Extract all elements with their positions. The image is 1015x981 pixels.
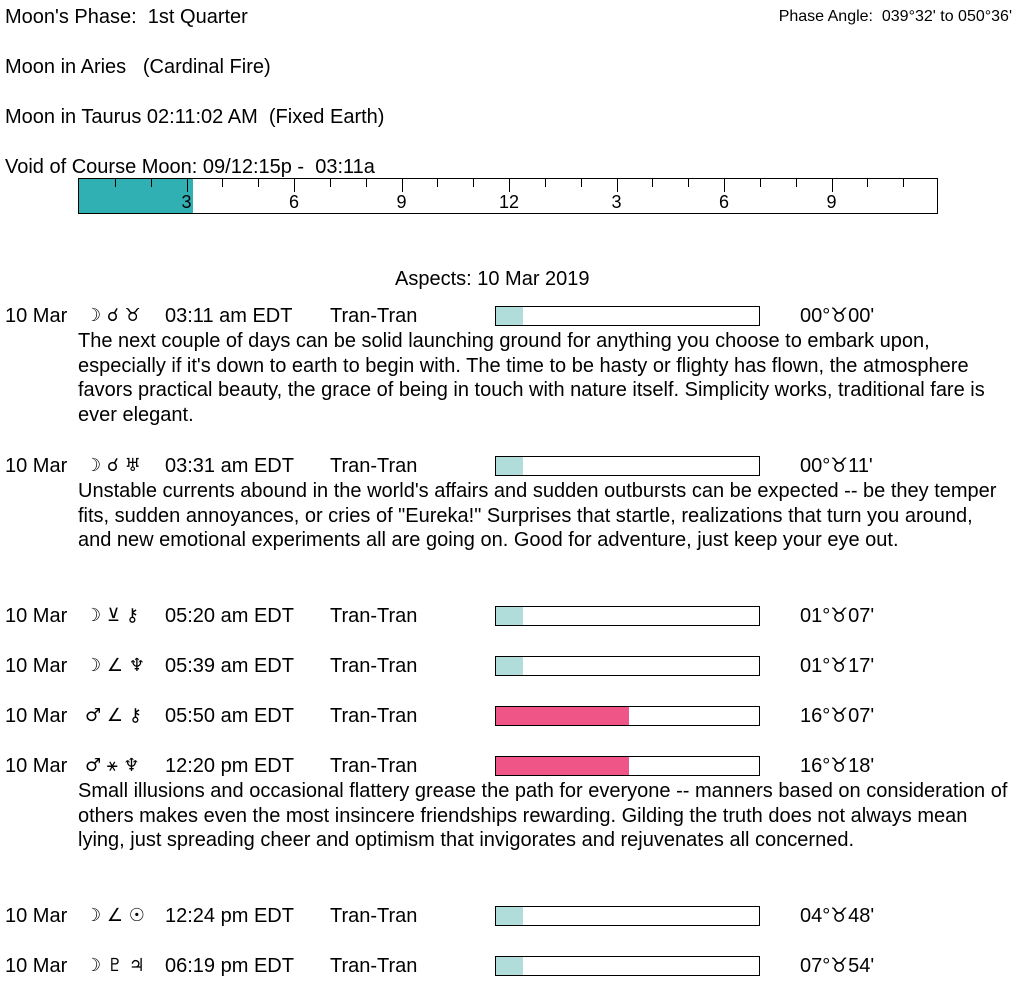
timeline-hour-label: 9 bbox=[396, 192, 407, 212]
aspect-type: Tran-Tran bbox=[330, 955, 418, 977]
aspect-time: 03:31 am EDT bbox=[165, 455, 294, 477]
aspect-time: 03:11 am EDT bbox=[165, 305, 293, 327]
aspect-type: Tran-Tran bbox=[330, 705, 418, 727]
aspect-glyphs: ☽ ∠ ♆ bbox=[85, 655, 145, 676]
void-of-course: Void of Course Moon: 09/12:15p - 03:11a bbox=[5, 156, 375, 178]
phase-angle: Phase Angle: 039°32' to 050°36' bbox=[778, 8, 1012, 25]
moon-sign-taurus: Moon in Taurus 02:11:02 AM (Fixed Earth) bbox=[5, 106, 385, 128]
void-fill bbox=[79, 179, 193, 213]
timeline-tick bbox=[688, 179, 689, 187]
aspect-type: Tran-Tran bbox=[330, 655, 418, 677]
aspect-strength-fill bbox=[496, 607, 523, 625]
aspect-time: 05:20 am EDT bbox=[165, 605, 294, 627]
aspect-description: Unstable currents abound in the world's affairs and sudden outbursts can be expected -- be they temper fits, sudden annoyances, or cries of "Eureka!" Surprises that startle, realizations that turn you around, and new emotional experiments all are going on. Good for adventure, just keep your eye out. bbox=[78, 480, 997, 551]
timeline-tick bbox=[437, 179, 438, 187]
aspect-time: 12:24 pm EDT bbox=[165, 905, 294, 927]
aspect-time: 05:50 am EDT bbox=[165, 705, 294, 727]
aspect-type: Tran-Tran bbox=[330, 755, 418, 777]
aspect-strength-bar bbox=[495, 956, 760, 976]
aspect-position: 04°♉48' bbox=[800, 905, 875, 927]
aspect-position: 16°♉07' bbox=[800, 705, 875, 727]
aspect-glyphs: ☽ ⊻ ⚷ bbox=[85, 605, 139, 626]
timeline-tick bbox=[294, 179, 295, 192]
aspect-glyphs: ☽ ☌ ♉ bbox=[85, 305, 141, 326]
moon-phase: Moon's Phase: 1st Quarter bbox=[5, 6, 248, 28]
timeline-tick bbox=[258, 179, 259, 187]
aspect-time: 12:20 pm EDT bbox=[165, 755, 294, 777]
aspects-title: Aspects: 10 Mar 2019 bbox=[395, 268, 590, 290]
aspect-date: 10 Mar bbox=[5, 955, 68, 977]
aspect-position: 07°♉54' bbox=[800, 955, 875, 977]
aspect-strength-bar bbox=[495, 606, 760, 626]
timeline-hour-label: 9 bbox=[826, 192, 837, 212]
aspect-type: Tran-Tran bbox=[330, 905, 418, 927]
timeline-tick bbox=[187, 179, 188, 192]
aspect-glyphs: ☽ ∠ ☉ bbox=[85, 905, 145, 926]
aspect-position: 01°♉07' bbox=[800, 605, 875, 627]
aspect-strength-bar bbox=[495, 656, 760, 676]
aspect-strength-bar bbox=[495, 906, 760, 926]
aspect-glyphs: ☽ ♇ ♃ bbox=[85, 955, 145, 976]
timeline-tick bbox=[867, 179, 868, 187]
aspect-strength-fill bbox=[496, 957, 523, 975]
timeline-tick bbox=[115, 179, 116, 187]
aspect-strength-bar bbox=[495, 306, 760, 326]
aspect-type: Tran-Tran bbox=[330, 305, 418, 327]
aspect-strength-fill bbox=[496, 707, 629, 725]
timeline-hour-label: 12 bbox=[498, 192, 520, 212]
aspect-date: 10 Mar bbox=[5, 905, 68, 927]
aspect-type: Tran-Tran bbox=[330, 455, 418, 477]
aspect-glyphs: ♂ ∠ ⚷ bbox=[85, 705, 142, 726]
aspect-description: The next couple of days can be solid launching ground for anything you choose to embark upon, especially if it's down to earth to begin with. The time to be hasty or flighty has flown, the atmosphere favors practical beauty, the grace of being in touch with nature itself. Simplicity works, traditional fare is ever elegant. bbox=[78, 330, 985, 426]
aspect-date: 10 Mar bbox=[5, 455, 68, 477]
aspect-date: 10 Mar bbox=[5, 755, 68, 777]
timeline-hour-label: 6 bbox=[288, 192, 300, 212]
aspect-date: 10 Mar bbox=[5, 705, 68, 727]
aspect-time: 05:39 am EDT bbox=[165, 655, 294, 677]
timeline-tick bbox=[581, 179, 582, 187]
timeline-hour-label: 3 bbox=[611, 192, 622, 212]
timeline-tick bbox=[402, 179, 403, 192]
timeline-tick bbox=[509, 179, 510, 192]
moon-sign-aries: Moon in Aries (Cardinal Fire) bbox=[5, 56, 271, 78]
timeline-hour-label: 6 bbox=[718, 192, 730, 212]
aspect-date: 10 Mar bbox=[5, 655, 68, 677]
timeline-tick bbox=[832, 179, 833, 192]
aspect-strength-fill bbox=[496, 907, 523, 925]
aspect-description: Small illusions and occasional flattery grease the path for everyone -- manners based on consideration of others makes even the most insincere friendships rewarding. Gilding the truth does not always mean lying, just spreading cheer and optimism that invigorates and rejuvenates all concerned. bbox=[78, 780, 1008, 851]
aspect-strength-bar bbox=[495, 456, 760, 476]
aspect-strength-fill bbox=[496, 457, 523, 475]
timeline-tick bbox=[617, 179, 618, 192]
void-timeline bbox=[78, 178, 938, 214]
aspect-strength-fill bbox=[496, 307, 523, 325]
timeline-tick bbox=[796, 179, 797, 187]
timeline-tick bbox=[330, 179, 331, 187]
aspect-position: 00°♉00' bbox=[800, 305, 875, 327]
aspect-strength-bar bbox=[495, 706, 760, 726]
aspect-strength-fill bbox=[496, 657, 523, 675]
aspect-glyphs: ☽ ☌ ♅ bbox=[85, 455, 141, 476]
timeline-tick bbox=[903, 179, 904, 187]
timeline-tick bbox=[724, 179, 725, 192]
aspect-glyphs: ♂ ⚹ ♆ bbox=[85, 755, 140, 776]
timeline-tick bbox=[151, 179, 152, 187]
aspect-date: 10 Mar bbox=[5, 605, 68, 627]
aspect-position: 16°♉18' bbox=[800, 755, 875, 777]
aspect-type: Tran-Tran bbox=[330, 605, 418, 627]
timeline-tick bbox=[366, 179, 367, 187]
aspect-date: 10 Mar bbox=[5, 305, 68, 327]
aspect-strength-bar bbox=[495, 756, 760, 776]
timeline-tick bbox=[473, 179, 474, 187]
aspect-position: 00°♉11' bbox=[800, 455, 873, 477]
aspect-time: 06:19 pm EDT bbox=[165, 955, 294, 977]
timeline-tick bbox=[760, 179, 761, 187]
timeline-tick bbox=[545, 179, 546, 187]
timeline-hour-label: 3 bbox=[181, 192, 192, 212]
aspect-strength-fill bbox=[496, 757, 629, 775]
aspect-position: 01°♉17' bbox=[800, 655, 875, 677]
timeline-tick bbox=[652, 179, 653, 187]
timeline-tick bbox=[222, 179, 223, 187]
